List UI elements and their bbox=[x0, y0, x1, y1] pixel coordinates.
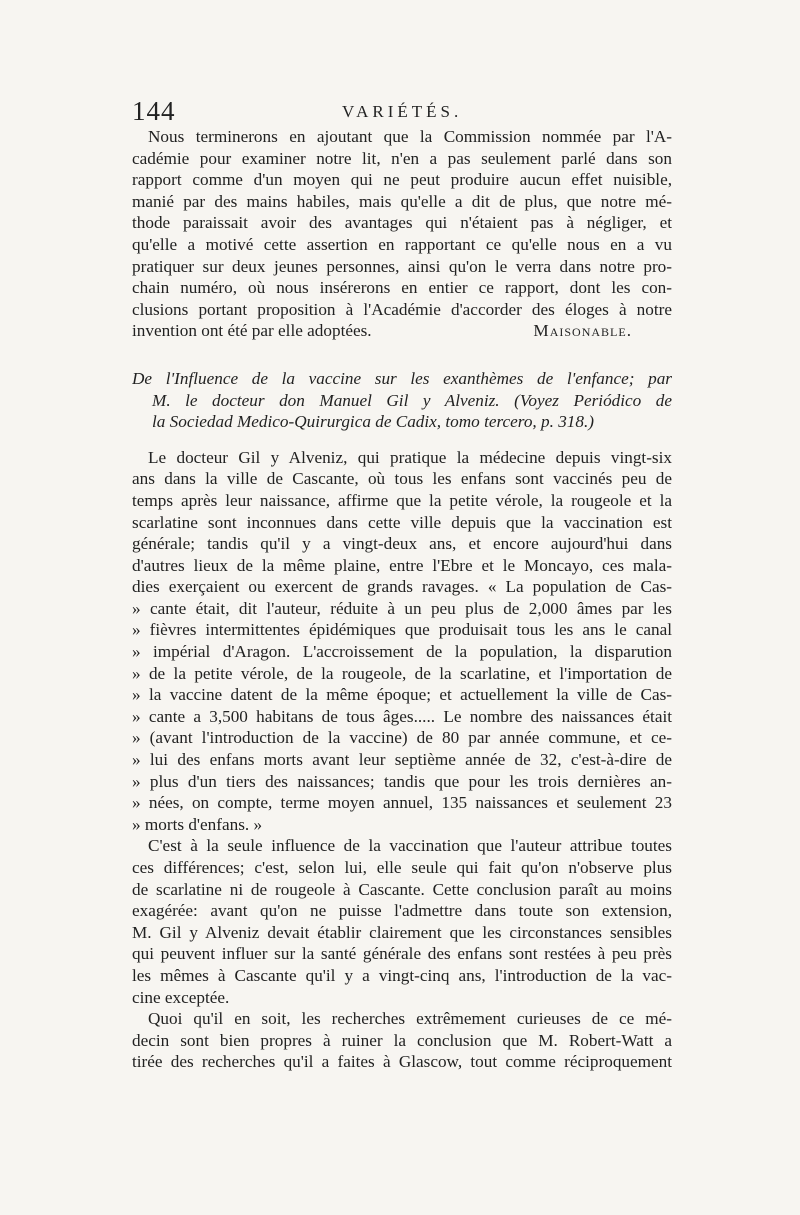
text-line: d'autres lieux de la même plaine, entre l'Ebre et le Moncayo, ces mala- bbox=[132, 555, 672, 575]
text-line: les mêmes à Cascante qu'il y a vingt-cinq ans, l'introduction de la vac- bbox=[132, 965, 672, 985]
text-line: manié par des mains habiles, mais qu'elle a dit de plus, que notre mé- bbox=[132, 191, 672, 211]
title-line: M. le docteur don Manuel Gil y Alveniz. (Voyez Periódico de bbox=[152, 390, 672, 410]
text-line: ces différences; c'est, selon lui, elle seule qui fait qu'on n'observe plus bbox=[132, 858, 672, 877]
text-line: de scarlatine ni de rougeole à Cascante. Cette conclusion paraît au moins bbox=[132, 879, 672, 899]
text-line: C'est à la seule influence de la vaccination que l'auteur attribue toutes bbox=[148, 836, 672, 856]
text-line: rapport comme d'un moyen qui ne peut produire aucun effet nuisible, bbox=[132, 170, 672, 190]
text-line: decin sont bien propres à ruiner la conclusion que M. Robert-Watt a bbox=[132, 1030, 672, 1050]
title-line: De l'Influence de la vaccine sur les exanthèmes de l'enfance; par bbox=[132, 368, 672, 388]
signature-line bbox=[132, 320, 672, 342]
text-line: temps après leur naissance, affirme que la petite vérole, la rougeole et la bbox=[132, 490, 672, 510]
text-line: » de la petite vérole, de la rougeole, de la scarlatine, et l'importation de bbox=[132, 663, 672, 683]
text-line: thode paraissait avoir des avantages qui n'étaient pas à négliger, et bbox=[132, 213, 672, 233]
text-line: » lui des enfans morts avant leur septième année de 32, c'est-à-dire de bbox=[132, 750, 672, 770]
text-line: Le docteur Gil y Alveniz, qui pratique la médecine depuis vingt-six bbox=[148, 447, 672, 467]
text-line: dies exerçaient ou exercent de grands ravages. « La population de Cas- bbox=[132, 577, 672, 597]
page-header bbox=[132, 96, 672, 126]
text-line: » (avant l'introduction de la vaccine) de 80 par année commune, et ce- bbox=[132, 728, 672, 748]
text-line: générale; tandis qu'il y a vingt-deux ans, et encore aujourd'hui dans bbox=[132, 534, 672, 554]
text-line: cine exceptée. bbox=[132, 987, 230, 1007]
paragraph-watt bbox=[132, 1008, 672, 1073]
text-line: pratiquer sur deux jeunes personnes, ainsi qu'on le verra dans notre pro- bbox=[132, 256, 672, 276]
author-signature: Maisonable. bbox=[533, 321, 632, 341]
paragraph-gil-alveniz bbox=[132, 447, 672, 836]
text-line: tirée des recherches qu'il a faites à Glascow, tout comme réciproquement bbox=[132, 1052, 672, 1072]
paragraph-commission bbox=[132, 126, 672, 342]
text-line: scarlatine sont inconnues dans cette ville depuis que la vaccination est bbox=[132, 512, 672, 532]
running-title: VARIÉTÉS. bbox=[342, 102, 463, 121]
text-line: » nées, on compte, terme moyen annuel, 135 naissances et seulement 23 bbox=[132, 793, 672, 813]
text-line: cadémie pour examiner notre lit, n'en a pas seulement parlé dans son bbox=[132, 148, 672, 168]
signature-text: invention ont été par elle adoptées. bbox=[132, 321, 372, 341]
text-line: » impérial d'Aragon. L'accroissement de la population, la disparution bbox=[132, 642, 672, 662]
text-line: » plus d'un tiers des naissances; tandis que pour les trois dernières an- bbox=[132, 771, 672, 791]
title-line: la Sociedad Medico-Quirurgica de Cadix, tomo tercero, p. 318.) bbox=[152, 412, 595, 432]
text-line: » cante était, dit l'auteur, réduite à un peu plus de 2,000 âmes par les bbox=[132, 598, 672, 618]
text-line: Nous terminerons en ajoutant que la Commission nommée par l'A- bbox=[148, 127, 672, 146]
text-line: » morts d'enfans. » bbox=[132, 814, 263, 834]
text-line: qu'elle a motivé cette assertion en rapportant ce qu'elle nous en a vu bbox=[132, 234, 672, 254]
article-title bbox=[132, 368, 672, 433]
text-line: M. Gil y Alveniz devait établir clairement que les circonstances sensibles bbox=[132, 922, 672, 942]
text-line: exagérée: avant qu'on ne puisse l'admettre dans toute son extension, bbox=[132, 901, 672, 921]
text-line: Quoi qu'il en soit, les recherches extrêmement curieuses de ce mé- bbox=[148, 1009, 672, 1029]
text-line: chain numéro, où nous insérerons en entier ce rapport, dont les con- bbox=[132, 278, 672, 298]
text-line: clusions portant proposition à l'Académie d'accorder des éloges à notre bbox=[132, 299, 672, 319]
text-line: ans dans la ville de Cascante, où tous les enfans sont vaccinés peu de bbox=[132, 469, 672, 489]
text-line: qui peuvent influer sur la santé générale des enfans sont restées à peu près bbox=[132, 944, 672, 964]
text-line: » la vaccine datent de la même époque; et actuellement la ville de Cas- bbox=[132, 685, 672, 705]
paragraph-conclusion bbox=[132, 835, 672, 1008]
body-text bbox=[132, 126, 672, 1073]
page-number: 144 bbox=[132, 96, 176, 126]
text-line: » fièvres intermittentes épidémiques que produisait tous les ans le canal bbox=[132, 620, 672, 640]
text-line: » cante a 3,500 habitans de tous âges..... Le nombre des naissances était bbox=[132, 706, 672, 726]
